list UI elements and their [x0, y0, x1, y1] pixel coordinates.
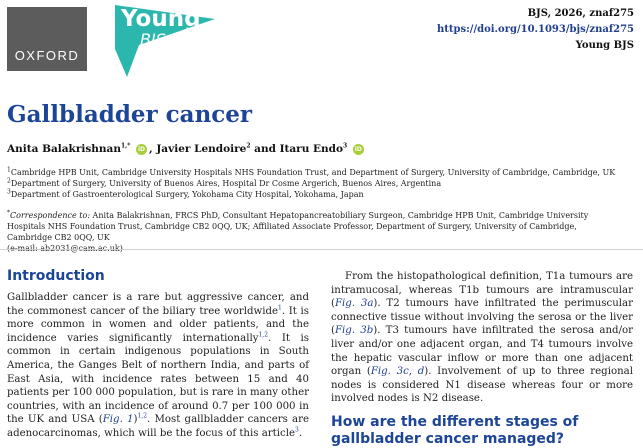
ref-link[interactable]: 3	[295, 426, 299, 434]
affiliation-text: Department of Surgery, University of Buenos Aires, Hospital Dr Cosme Argerich, Buenos Aires, Argentina	[10, 179, 442, 188]
affiliation-item	[7, 178, 615, 189]
text-run: .	[298, 427, 303, 439]
stages-heading: How are the different stages of gallbladder cancer managed?	[331, 414, 579, 447]
author-affil-sup: 3	[342, 142, 348, 150]
ref-link[interactable]: 1,2	[137, 412, 148, 420]
article-meta	[437, 6, 634, 54]
author-name[interactable]: Itaru Endo	[279, 143, 343, 155]
text-run: ). Involvement of up to three regional nodes is considered N1 disease whereas four or more involved nodes is N2 disease.	[331, 366, 633, 405]
author-name[interactable]: Anita Balakrishnan	[7, 143, 121, 155]
correspondence-text: Anita Balakrishnan, FRCS PhD, Consultant Hepatopancreatobiliary Surgeon, Cambridge HPB Unit, Cambridge University Hospitals NHS Foundation Trust, Cambridge CB2 0QQ, UK; Affiliated Associate Professor, Department of Surgery, University of Cambridge, Cambridge CB2 0QQ, UK	[7, 211, 589, 242]
text-run: From the histopathological definition, T1a tumours are intramucosal, whereas T1b tumours are intramuscular (	[331, 271, 633, 310]
young-bjs-logo	[113, 5, 215, 77]
figure-link[interactable]: Fig. 3a	[334, 298, 374, 310]
text-run: . It is common in certain indigenous populations in South America, the Ganges Belt of northern India, and parts of East Asia, with incidence rates between 15 and 40 patients per 100 000 population, but is rare in many other countries, with an incidence of around 0.7 per 100 000 in the UK and USA (	[7, 332, 309, 426]
affiliation-text: Department of Gastroenterological Surgery, Yokohama City Hospital, Yokohama, Japan	[10, 190, 364, 199]
oxford-logo-text: OXFORD	[14, 48, 80, 63]
figure-link[interactable]: d	[417, 366, 425, 378]
article-title: Gallbladder cancer	[7, 101, 253, 128]
correspondence: *Correspondence to: Anita Balakrishnan, FRCS PhD, Consultant Hepatopancreatobiliary Surgeon, Cambridge HPB Unit, Cambridge University Hospitals NHS Foundation Trust, Cambridge CB2 0QQ, UK; Affiliated Associate Professor, Department of Surgery, University of Cambridge, Cambridge CB2 0QQ, UK	[7, 210, 617, 254]
doi-link[interactable]: https://doi.org/10.1093/bjs/znaf275	[436, 24, 634, 35]
ref-link[interactable]: 1,2	[258, 331, 269, 339]
author-name[interactable]: Javier Lendoire	[156, 143, 247, 155]
figure-link[interactable]: Fig. 1	[102, 414, 134, 426]
text-run: ,	[408, 366, 418, 378]
logo-young-text: Young	[121, 6, 201, 32]
orcid-icon[interactable]: iD	[138, 145, 146, 153]
citation: BJS, 2026, znaf275	[527, 8, 634, 19]
author-list	[7, 143, 366, 155]
section-divider	[0, 249, 643, 250]
affiliation-num: 2	[7, 177, 11, 185]
text-run: . It is more common in women and older patients, and the incidence varies significantly internationally	[7, 305, 310, 344]
correspondence-label: Correspondence to:	[10, 211, 91, 220]
author-affil-sup: 2	[246, 142, 251, 150]
text-run: ). T2 tumours have infiltrated the perimuscular connective tissue without involving the serosa or the liver (	[331, 298, 633, 337]
text-run: ). T3 tumours have infiltrated the serosa and/or liver and/or one adjacent organ, and T4 tumours involve the hepatic vascular inflow or more than one adjacent organ (	[331, 325, 634, 378]
orcid-icon[interactable]: iD	[354, 145, 362, 153]
affiliations	[7, 167, 615, 200]
oxford-logo	[7, 7, 87, 71]
intro-paragraph: Gallbladder cancer is a rare but aggressive cancer, and the commonest cancer of the biliary tree worldwide$^1$. It is more common in women and older patients, and the incidence varies significantly internationally$^{1,2}$. It is common in certain indigenous populations in South America, the Ganges Belt of northern India, and parts of East Asia, with incidence rates between 15 and 40 patients per 100 000 population, but is rare in many other countries, with an incidence of around 0.7 per 100 000 in the UK and USA (Fig. 1)$^{1,2}$. Most gallbladder cancers are adenocarcinomas, which will be the focus of this article$^3$.	[7, 292, 310, 439]
affiliation-text: Cambridge HPB Unit, Cambridge University Hospitals NHS Foundation Trust, and Department of Surgery, University of Cambridge, Cambridge, UK	[10, 168, 616, 177]
text-run: Gallbladder cancer is a rare but aggressive cancer, and the commonest cancer of the biliary tree worldwide	[7, 292, 309, 317]
author-separator: ,	[149, 143, 157, 155]
affiliation-num: 3	[7, 188, 11, 196]
journal-name: Young BJS	[575, 40, 634, 51]
affiliation-item	[7, 189, 615, 200]
staging-paragraph	[331, 270, 633, 406]
figure-link[interactable]: Fig. 3b	[334, 325, 374, 337]
logo-bjs-text: BJS	[140, 30, 166, 49]
ref-link[interactable]: 1	[278, 304, 282, 312]
affiliation-num: 1	[7, 166, 11, 174]
author-affil-sup: 1,*	[120, 142, 131, 150]
intro-heading: Introduction	[7, 268, 105, 284]
affiliation-item	[7, 167, 615, 178]
figure-link[interactable]: Fig. 3c	[370, 366, 409, 378]
text-run: . Most gallbladder cancers are adenocarcinomas, which will be the focus of this article	[7, 414, 309, 439]
author-separator: and	[250, 143, 280, 155]
